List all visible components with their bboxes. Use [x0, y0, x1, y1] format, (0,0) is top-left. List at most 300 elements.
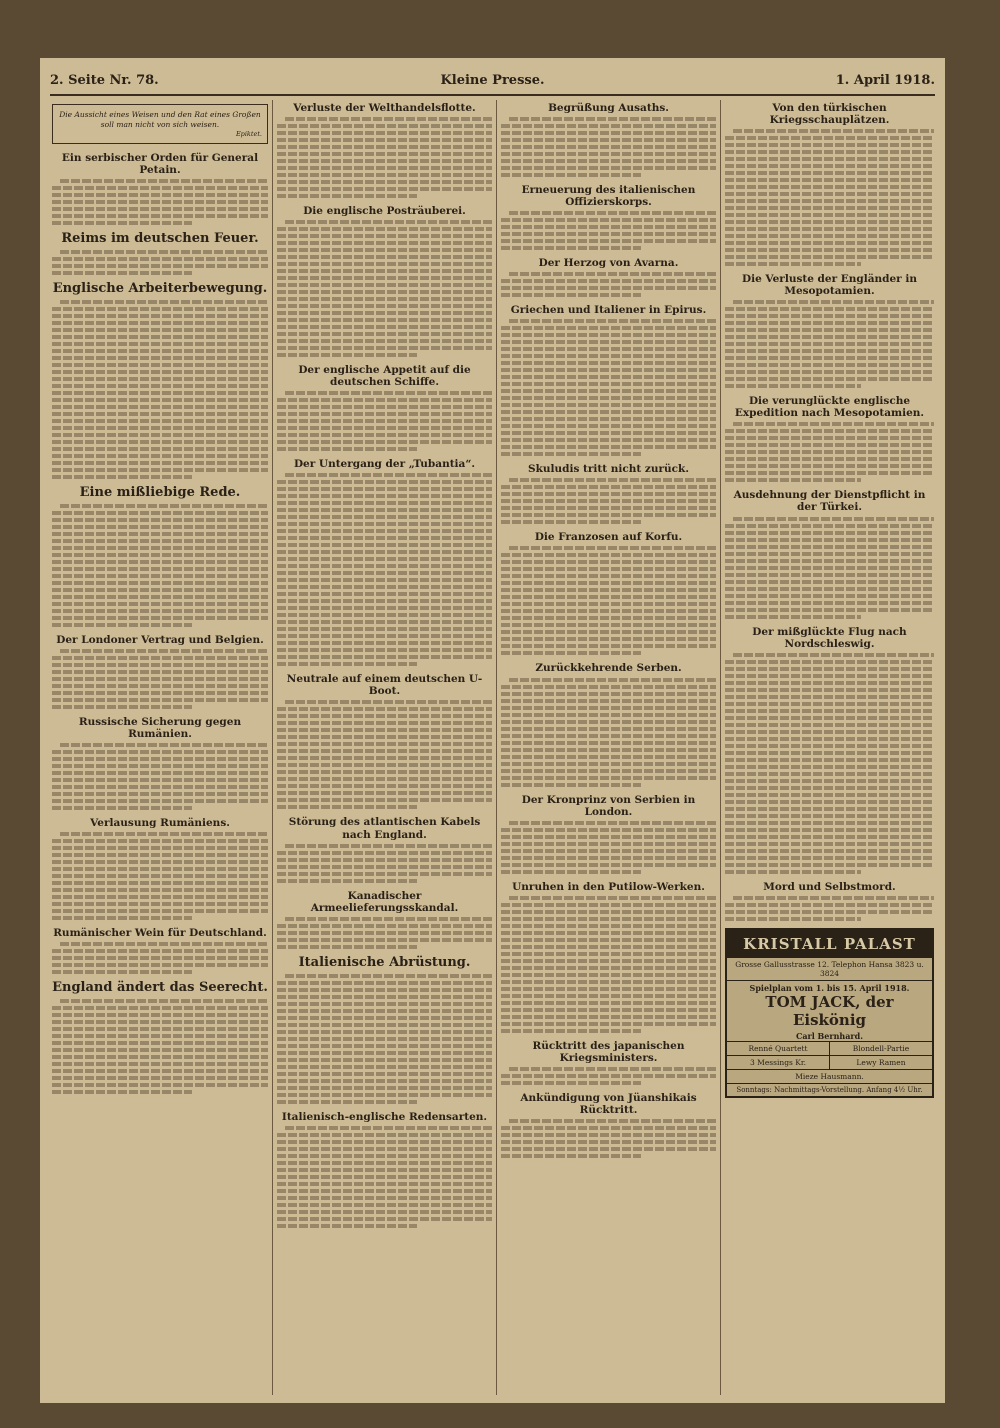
- text-line: [60, 300, 268, 304]
- text-line: [277, 721, 492, 725]
- text-line: [52, 656, 268, 660]
- text-line: [277, 487, 492, 491]
- text-line: [501, 1074, 716, 1078]
- text-line: [725, 667, 934, 671]
- text-line: [501, 159, 716, 163]
- text-line: [509, 678, 716, 682]
- article: [501, 1040, 716, 1085]
- article-headline: Der englische Appetit auf die deutschen Schiffe.: [298, 364, 471, 389]
- text-line: [52, 1048, 268, 1052]
- text-line: [725, 573, 934, 577]
- text-line: [277, 756, 492, 760]
- text-line: [52, 186, 268, 190]
- text-line: [725, 248, 934, 252]
- text-line: [52, 363, 268, 367]
- text-line: [725, 681, 934, 685]
- text-line: [277, 248, 492, 252]
- text-line: [277, 501, 492, 505]
- text-line: [277, 620, 492, 624]
- text-line: [52, 314, 268, 318]
- motto-author: Epiktet.: [235, 129, 262, 138]
- text-line: [501, 1001, 716, 1005]
- text-line: [501, 994, 716, 998]
- text-line: [501, 239, 716, 243]
- text-line: [60, 942, 268, 946]
- article: [501, 463, 716, 524]
- text-line: [501, 375, 716, 379]
- text-line: [725, 150, 934, 154]
- article-headline: Englische Arbeiterbewegung.: [52, 281, 268, 296]
- text-line: [501, 1008, 716, 1012]
- text-line: [52, 370, 268, 374]
- text-line: [52, 321, 268, 325]
- article-headline: Zurückkehrende Serben.: [535, 662, 682, 675]
- text-line: [277, 440, 492, 444]
- text-line: [52, 670, 268, 674]
- article-headline: Die verunglückte englische Expedition nach Mesopotamien.: [734, 395, 925, 420]
- text-line: [725, 234, 934, 238]
- text-line: [501, 1140, 716, 1144]
- text-line: [277, 187, 492, 191]
- text-line: [725, 917, 861, 921]
- text-line: [277, 297, 492, 301]
- text-line: [501, 581, 716, 585]
- text-line: [52, 916, 192, 920]
- text-line: [501, 835, 716, 839]
- text-line: [501, 734, 716, 738]
- text-line: [52, 532, 268, 536]
- text-line: [277, 988, 492, 992]
- text-line: [52, 539, 268, 543]
- text-line: [501, 326, 716, 330]
- article-headline: Unruhen in den Putilow-Werken.: [512, 880, 705, 893]
- article-headline: Eine mißliebige Rede.: [79, 484, 241, 500]
- text-line: [501, 293, 641, 297]
- article-headline: Skuludis tritt nicht zurück.: [528, 463, 689, 476]
- text-line: [277, 262, 492, 266]
- article: [52, 927, 268, 974]
- text-line: [277, 145, 492, 149]
- text-line: [725, 594, 934, 598]
- text-line: [277, 405, 492, 409]
- text-line: [277, 1093, 492, 1097]
- text-line: [725, 206, 934, 210]
- article: [277, 816, 492, 882]
- text-line: [277, 283, 492, 287]
- text-line: [277, 1147, 492, 1151]
- text-line: [725, 363, 934, 367]
- article: [277, 102, 492, 198]
- text-line: [501, 1154, 641, 1158]
- text-line: [52, 888, 268, 892]
- text-line: [52, 785, 268, 789]
- text-line: [277, 276, 492, 280]
- text-line: [501, 828, 716, 832]
- text-line: [501, 863, 716, 867]
- text-line: [501, 333, 716, 337]
- text-line: [277, 131, 492, 135]
- text-line: [277, 234, 492, 238]
- text-line: [277, 1154, 492, 1158]
- article-headline: Verluste der Welthandelsflotte.: [293, 102, 476, 114]
- text-line: [52, 1027, 268, 1031]
- text-line: [285, 974, 492, 978]
- text-line: [725, 807, 934, 811]
- article: [725, 395, 934, 482]
- text-line: [725, 793, 934, 797]
- text-line: [60, 999, 268, 1003]
- text-line: [501, 389, 716, 393]
- ad-footer: Sonntags: Nachmittags-Vorstellung. Anfang 4½ Uhr.: [727, 1083, 932, 1096]
- text-line: [725, 800, 934, 804]
- text-line: [277, 606, 492, 610]
- article: [725, 273, 934, 388]
- text-line: [725, 349, 934, 353]
- text-line: [277, 536, 492, 540]
- article-headline: Neutrale auf einem deutschen U-Boot.: [286, 673, 483, 698]
- text-line: [277, 641, 492, 645]
- text-line: [277, 995, 492, 999]
- text-line: [277, 763, 492, 767]
- text-line: [725, 143, 934, 147]
- text-line: [501, 609, 716, 613]
- text-line: [52, 384, 268, 388]
- text-line: [725, 335, 934, 339]
- text-line: [277, 304, 492, 308]
- text-line: [52, 433, 268, 437]
- text-line: [501, 783, 641, 787]
- text-line: [501, 173, 641, 177]
- text-line: [277, 1016, 492, 1020]
- text-line: [277, 339, 492, 343]
- ad-cells-row-1: [727, 1041, 932, 1055]
- text-line: [501, 623, 716, 627]
- text-line: [725, 157, 934, 161]
- text-line: [285, 917, 492, 921]
- text-line: [725, 478, 861, 482]
- text-line: [501, 959, 716, 963]
- article-headline: Erneuerung des italienischen Offizierskorps.: [521, 184, 696, 209]
- text-line: [725, 751, 934, 755]
- text-line: [501, 856, 716, 860]
- text-line: [277, 1175, 492, 1179]
- article-headline: Italienische Abrüstung.: [298, 954, 471, 970]
- text-line: [277, 332, 492, 336]
- text-line: [501, 368, 716, 372]
- ad-cell: Mieze Hausmann.: [795, 1071, 864, 1081]
- text-line: [52, 778, 268, 782]
- article: [52, 486, 268, 627]
- text-line: [501, 755, 716, 759]
- text-line: [733, 653, 934, 657]
- text-line: [277, 851, 492, 855]
- text-line: [501, 849, 716, 853]
- text-line: [501, 980, 716, 984]
- text-line: [501, 1133, 716, 1137]
- text-line: [52, 567, 268, 571]
- text-line: [277, 655, 492, 659]
- article-headline: Italienisch-englische Redensarten.: [281, 1110, 488, 1123]
- text-line: [52, 264, 268, 268]
- text-line: [725, 903, 934, 907]
- text-line: [725, 828, 934, 832]
- text-line: [277, 1072, 492, 1076]
- text-line: [725, 910, 934, 914]
- newspaper-page: [40, 58, 945, 1403]
- text-line: [509, 1067, 716, 1071]
- text-line: [501, 870, 641, 874]
- text-line: [277, 571, 492, 575]
- text-line: [52, 588, 268, 592]
- text-line: [277, 447, 417, 451]
- issue-date: 1. April 1918.: [835, 73, 935, 88]
- text-line: [725, 213, 934, 217]
- text-line: [277, 522, 492, 526]
- text-line: [277, 662, 417, 666]
- text-line: [725, 566, 934, 570]
- kristall-palast-advertisement: [725, 928, 934, 1098]
- text-line: [501, 485, 716, 489]
- text-line: [725, 524, 934, 528]
- text-line: [725, 370, 934, 374]
- text-line: [509, 272, 716, 276]
- ad-cells-row-2: [727, 1055, 932, 1069]
- text-line: [501, 903, 716, 907]
- text-line: [52, 902, 268, 906]
- text-line: [725, 849, 934, 853]
- text-line: [725, 863, 934, 867]
- text-line: [277, 138, 492, 142]
- article-headline: Der Kronprinz von Serbien in London.: [521, 793, 696, 818]
- text-line: [52, 956, 268, 960]
- text-line: [52, 412, 268, 416]
- text-line: [277, 515, 492, 519]
- text-line: [277, 325, 492, 329]
- text-line: [277, 290, 492, 294]
- text-line: [52, 454, 268, 458]
- text-line: [501, 246, 641, 250]
- column-4-articles: [725, 102, 934, 921]
- text-line: [285, 117, 492, 121]
- text-line: [725, 457, 934, 461]
- article-headline: Ein serbischer Orden für General Petain.: [61, 151, 259, 176]
- text-line: [277, 872, 492, 876]
- text-line: [52, 426, 268, 430]
- text-line: [52, 792, 268, 796]
- text-line: [277, 1100, 417, 1104]
- text-line: [52, 405, 268, 409]
- column-2: [272, 100, 496, 1395]
- text-line: [277, 578, 492, 582]
- text-line: [725, 695, 934, 699]
- text-line: [501, 424, 716, 428]
- text-line: [52, 806, 192, 810]
- text-line: [725, 688, 934, 692]
- article: [501, 1092, 716, 1158]
- text-line: [501, 924, 716, 928]
- text-line: [277, 564, 492, 568]
- text-line: [277, 613, 492, 617]
- text-line: [52, 518, 268, 522]
- article: [52, 232, 268, 275]
- text-line: [501, 499, 716, 503]
- text-line: [501, 776, 716, 780]
- article: [277, 673, 492, 809]
- text-line: [277, 742, 492, 746]
- text-line: [501, 769, 716, 773]
- text-line: [277, 735, 492, 739]
- text-line: [501, 131, 716, 135]
- text-line: [277, 938, 492, 942]
- text-line: [277, 924, 492, 928]
- article: [725, 102, 934, 266]
- article-headline: Rumänischer Wein für Deutschland.: [53, 927, 267, 940]
- text-line: [52, 1083, 268, 1087]
- text-line: [52, 440, 268, 444]
- text-line: [501, 595, 716, 599]
- text-line: [52, 623, 192, 627]
- text-line: [52, 663, 268, 667]
- text-line: [52, 839, 268, 843]
- text-line: [277, 1133, 492, 1137]
- text-line: [501, 452, 641, 456]
- article: [277, 205, 492, 357]
- motto-text: Die Aussicht eines Weisen und den Rat eines Großen soll man nicht von sich weisen.: [59, 110, 261, 129]
- text-line: [277, 599, 492, 603]
- text-line: [501, 842, 716, 846]
- text-line: [52, 1013, 268, 1017]
- text-line: [725, 702, 934, 706]
- text-line: [52, 207, 268, 211]
- text-line: [725, 314, 934, 318]
- text-line: [52, 602, 268, 606]
- text-line: [733, 896, 934, 900]
- article: [725, 489, 934, 618]
- text-line: [277, 508, 492, 512]
- text-line: [725, 779, 934, 783]
- text-line: [277, 1203, 492, 1207]
- text-line: [501, 124, 716, 128]
- text-line: [277, 124, 492, 128]
- text-line: [501, 279, 716, 283]
- text-line: [52, 764, 268, 768]
- text-line: [60, 832, 268, 836]
- text-line: [52, 200, 268, 204]
- text-line: [52, 1034, 268, 1038]
- text-line: [52, 221, 192, 225]
- text-line: [733, 517, 934, 521]
- text-line: [501, 347, 716, 351]
- article: [725, 626, 934, 874]
- text-line: [501, 445, 716, 449]
- text-line: [52, 750, 268, 754]
- text-line: [725, 723, 934, 727]
- text-line: [52, 846, 268, 850]
- text-line: [501, 685, 716, 689]
- text-line: [277, 770, 492, 774]
- text-line: [725, 307, 934, 311]
- text-line: [725, 171, 934, 175]
- article: [277, 890, 492, 949]
- article: [501, 531, 716, 655]
- text-line: [52, 771, 268, 775]
- text-line: [509, 896, 716, 900]
- text-line: [725, 737, 934, 741]
- text-line: [725, 580, 934, 584]
- text-line: [501, 699, 716, 703]
- text-line: [277, 227, 492, 231]
- text-line: [501, 706, 716, 710]
- text-line: [277, 1030, 492, 1034]
- text-line: [277, 426, 492, 430]
- text-line: [509, 478, 716, 482]
- text-line: [285, 473, 492, 477]
- text-line: [725, 835, 934, 839]
- text-line: [501, 720, 716, 724]
- text-line: [52, 475, 192, 479]
- text-line: [52, 705, 192, 709]
- text-line: [501, 917, 716, 921]
- text-line: [501, 354, 716, 358]
- text-line: [501, 382, 716, 386]
- text-line: [277, 981, 492, 985]
- column-4: [720, 100, 938, 1395]
- text-line: [501, 492, 716, 496]
- text-line: [501, 506, 716, 510]
- text-line: [501, 232, 716, 236]
- text-line: [725, 758, 934, 762]
- text-line: [277, 1044, 492, 1048]
- text-line: [277, 550, 492, 554]
- text-line: [501, 602, 716, 606]
- ad-program: Spielplan vom 1. bis 15. April 1918.: [749, 982, 910, 993]
- text-line: [277, 529, 492, 533]
- text-line: [285, 391, 492, 395]
- text-line: [501, 560, 716, 564]
- text-line: [501, 644, 716, 648]
- article-headline: Störung des atlantischen Kabels nach England.: [288, 816, 481, 841]
- text-line: [725, 856, 934, 860]
- text-line: [277, 480, 492, 484]
- text-line: [725, 765, 934, 769]
- text-line: [277, 241, 492, 245]
- text-line: [52, 257, 268, 261]
- ad-cell: 3 Messings Kr.: [750, 1057, 806, 1067]
- article: [52, 152, 268, 225]
- text-line: [277, 931, 492, 935]
- text-line: [52, 560, 268, 564]
- text-line: [52, 1041, 268, 1045]
- text-line: [725, 772, 934, 776]
- text-line: [277, 494, 492, 498]
- text-line: [501, 513, 716, 517]
- text-line: [277, 858, 492, 862]
- text-line: [725, 674, 934, 678]
- article-headline: Der Herzog von Avarna.: [538, 257, 679, 270]
- text-line: [277, 318, 492, 322]
- text-line: [501, 1029, 641, 1033]
- text-line: [501, 218, 716, 222]
- text-line: [501, 588, 716, 592]
- text-line: [501, 1126, 716, 1130]
- ad-artist: Carl Bernhard.: [795, 1030, 864, 1041]
- text-line: [501, 713, 716, 717]
- text-line: [52, 909, 268, 913]
- text-line: [52, 511, 268, 515]
- text-line: [725, 241, 934, 245]
- text-line: [501, 762, 716, 766]
- article-headline: Der Londoner Vertrag und Belgien.: [56, 633, 264, 646]
